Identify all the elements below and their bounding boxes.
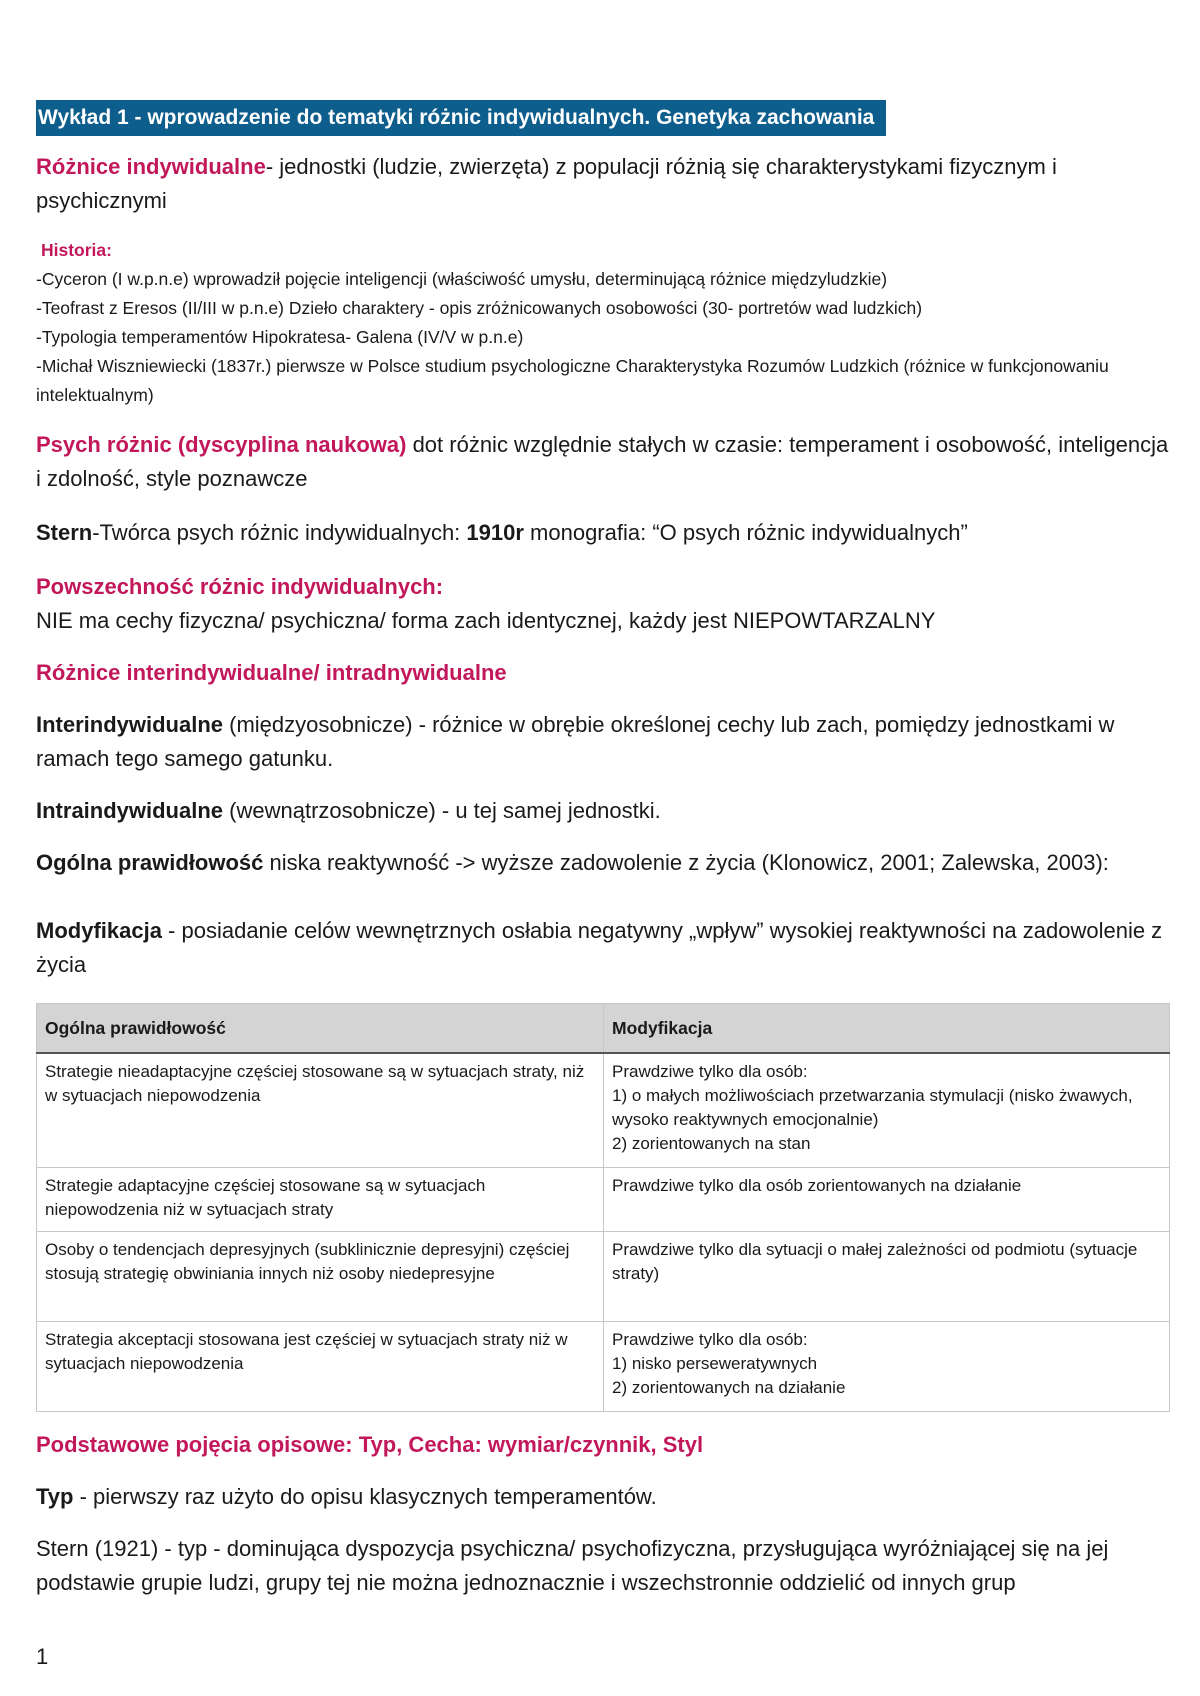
term-modyfikacja: Modyfikacja	[36, 918, 162, 943]
historia-item: -Typologia temperamentów Hipokratesa- Galena (IV/V w p.n.e)	[36, 327, 524, 347]
term-intra: Intraindywidualne	[36, 798, 224, 823]
table-row	[37, 1053, 1170, 1167]
paragraph-inter	[36, 708, 1170, 776]
text-intra: (wewnątrzosobnicze) - u tej samej jednostki.	[223, 798, 661, 823]
heading-inter-intra: Różnice interindywidualne/ intradnywidualne	[36, 660, 507, 685]
paragraph-stern-1921: Stern (1921) - typ - dominująca dyspozycja psychiczna/ psychofizyczna, przysługująca wyróżniającej się na jej podstawie grupie ludzi, grupy tej nie można jednoznacznie i wszechstronnie oddzielić od innych grup	[36, 1536, 1109, 1595]
historia-item: -Michał Wiszniewiecki (1837r.) pierwsze w Polsce studium psychologiczne Charakterystyka Rozumów Ludzkich (różnice w funkcjonowaniu intelektualnym)	[36, 356, 1109, 405]
heading-podstawowe: Podstawowe pojęcia opisowe: Typ, Cecha: wymiar/czynnik, Styl	[36, 1432, 704, 1457]
paragraph-typ	[36, 1480, 1170, 1514]
text-psych: dot różnic względnie stałych w czasie: temperament i osobowość, inteligencja i zdolność, style poznawcze	[36, 432, 1169, 491]
historia-label: Historia:	[41, 240, 112, 260]
text-typ: - pierwszy raz użyto do opisu klasycznych temperamentów.	[73, 1484, 657, 1509]
table-cell: Prawdziwe tylko dla sytuacji o małej zależności od podmiotu (sytuacje straty)	[604, 1231, 1170, 1321]
paragraph-ogolna	[36, 846, 1170, 880]
paragraph-powszechnosc	[36, 570, 1170, 638]
term-typ: Typ	[36, 1484, 74, 1509]
page-number: 1	[36, 1644, 49, 1669]
table-row	[37, 1321, 1170, 1411]
comparison-table	[36, 1003, 1170, 1412]
term-roznice: Różnice indywidualne	[36, 154, 266, 179]
text-roznice: - jednostki (ludzie, zwierzęta) z populacji różnią się charakterystykami fizycznym i psychicznymi	[36, 154, 1057, 213]
text-stern-1: -Twórca psych różnic indywidualnych:	[92, 520, 467, 545]
lecture-title: Wykład 1 - wprowadzenie do tematyki różnic indywidualnych. Genetyka zachowania	[36, 100, 886, 136]
paragraph-roznice	[36, 150, 1170, 218]
table-header: Ogólna prawidłowość	[37, 1004, 604, 1054]
heading-powszechnosc: Powszechność różnic indywidualnych:	[36, 574, 444, 599]
text-powszechnosc: NIE ma cechy fizyczna/ psychiczna/ forma zach identycznej, każdy jest NIEPOWTARZALNY	[36, 608, 936, 633]
historia-item: -Cyceron (I w.p.n.e) wprowadził pojęcie inteligencji (właściwość umysłu, determinującą różnice międzyludzkie)	[36, 269, 888, 289]
term-psych: Psych różnic (dyscyplina naukowa)	[36, 432, 407, 457]
text-inter: (międzyosobnicze) - różnice w obrębie określonej cechy lub zach, pomiędzy jednostkami w ramach tego samego gatunku.	[36, 712, 1115, 771]
table-row	[37, 1167, 1170, 1231]
term-inter: Interindywidualne	[36, 712, 224, 737]
table-cell: Prawdziwe tylko dla osób zorientowanych na działanie	[604, 1167, 1170, 1231]
paragraph-modyfikacja	[36, 914, 1170, 982]
paragraph-stern	[36, 516, 1170, 550]
table-cell: Strategia akceptacji stosowana jest częściej w sytuacjach straty niż w sytuacjach niepowodzenia	[37, 1321, 604, 1411]
table-cell: Osoby o tendencjach depresyjnych (subklinicznie depresyjni) częściej stosują strategię obwiniania innych niż osoby niedepresyjne	[37, 1231, 604, 1321]
text-modyfikacja: - posiadanie celów wewnętrznych osłabia negatywny „wpływ” wysokiej reaktywności na zadowolenie z życia	[36, 918, 1163, 977]
text-stern-2: monografia: “O psych różnic indywidualnych”	[523, 520, 968, 545]
term-stern: Stern	[36, 520, 93, 545]
historia-item: -Teofrast z Eresos (II/III w p.n.e) Dzieło charaktery - opis zróżnicowanych osobowości (30- portretów wad ludzkich)	[36, 298, 923, 318]
table-row	[37, 1231, 1170, 1321]
table-header-row	[37, 1004, 1170, 1054]
stern-year: 1910r	[466, 520, 524, 545]
historia-section	[36, 236, 1170, 410]
paragraph-intra	[36, 794, 1170, 828]
table-cell: Prawdziwe tylko dla osób: 1) o małych możliwościach przetwarzania stymulacji (nisko żwawych, wysoko reaktywnych emocjonalnie) 2) zorientowanych na stan	[604, 1053, 1170, 1167]
table-header: Modyfikacja	[604, 1004, 1170, 1054]
table-cell: Strategie nieadaptacyjne częściej stosowane są w sytuacjach straty, niż w sytuacjach niepowodzenia	[37, 1053, 604, 1167]
text-ogolna: niska reaktywność -> wyższe zadowolenie z życia (Klonowicz, 2001; Zalewska, 2003):	[263, 850, 1109, 875]
table-cell: Strategie adaptacyjne częściej stosowane są w sytuacjach niepowodzenia niż w sytuacjach straty	[37, 1167, 604, 1231]
paragraph-psych	[36, 428, 1170, 496]
term-ogolna: Ogólna prawidłowość	[36, 850, 264, 875]
table-cell: Prawdziwe tylko dla osób: 1) nisko perseweratywnych 2) zorientowanych na działanie	[604, 1321, 1170, 1411]
